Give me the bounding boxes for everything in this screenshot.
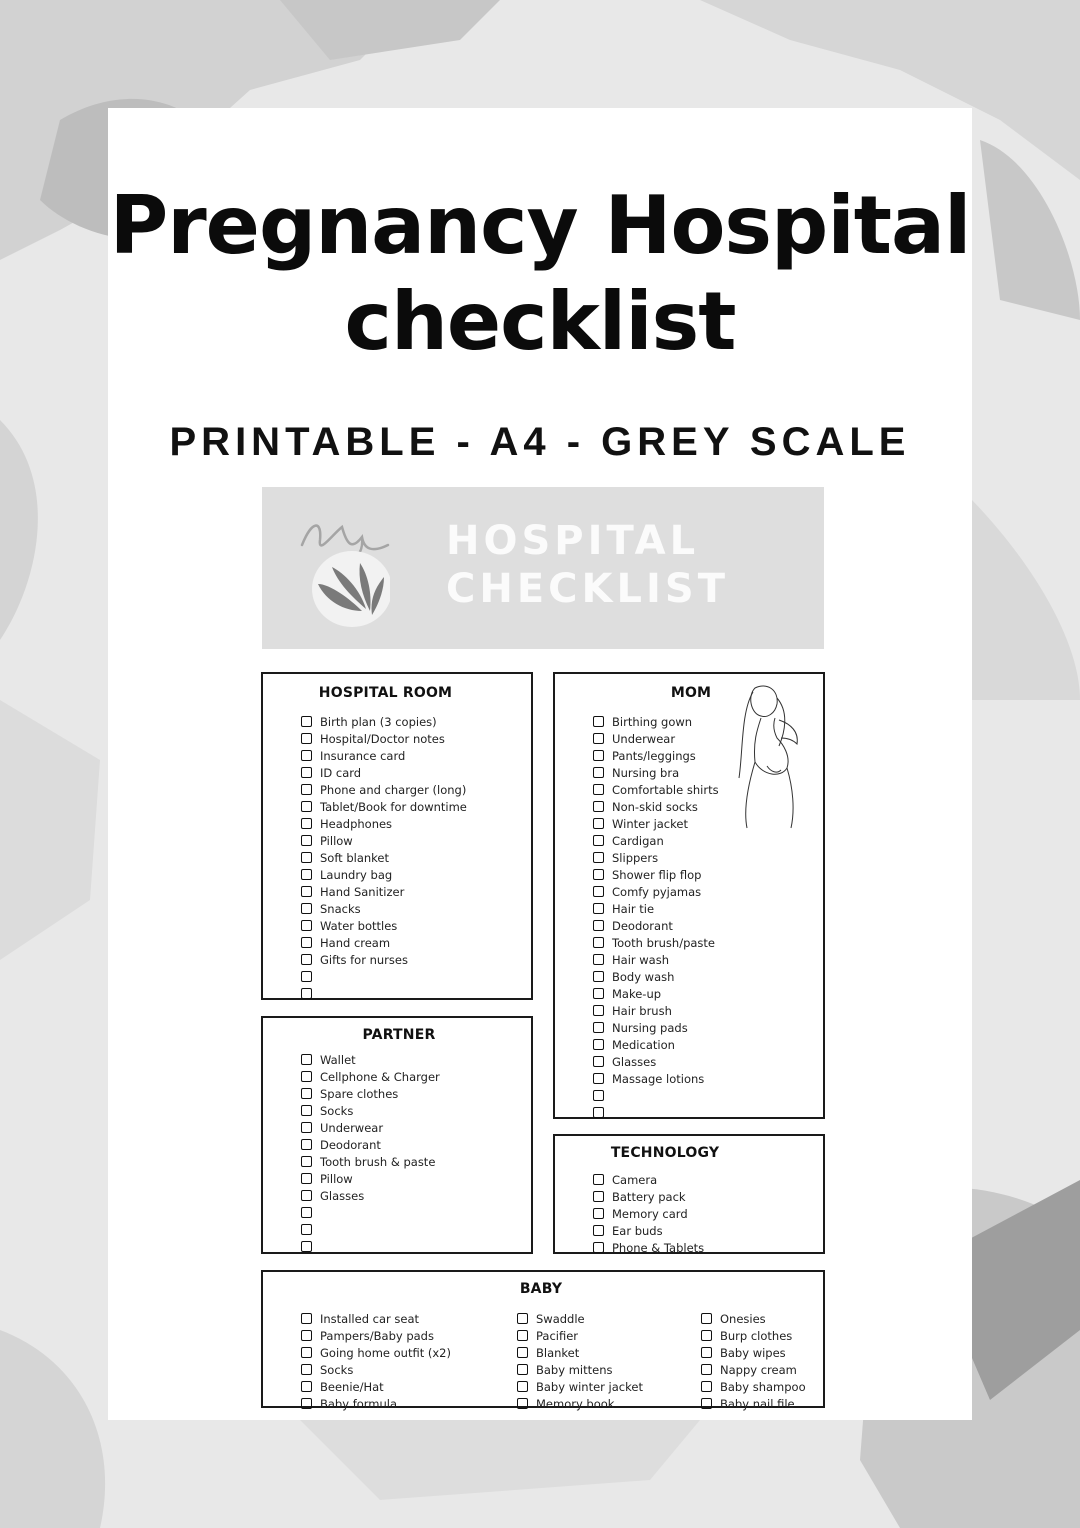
section-title: HOSPITAL ROOM (318, 685, 453, 701)
checkbox[interactable] (593, 1022, 604, 1033)
checkbox[interactable] (301, 886, 312, 897)
checklist-item[interactable] (301, 730, 467, 747)
checklist-item-label: Wallet (320, 1052, 356, 1067)
checklist-item[interactable] (593, 1104, 719, 1121)
banner-line-2: CHECKLIST (446, 566, 729, 612)
checkbox[interactable] (593, 1056, 604, 1067)
section-baby (261, 1270, 825, 1411)
checklist-item-label: Soft blanket (320, 850, 390, 865)
checkbox[interactable] (593, 767, 604, 778)
checkbox[interactable] (593, 1005, 604, 1016)
checklist-item[interactable] (593, 1002, 719, 1019)
checkbox[interactable] (593, 801, 604, 812)
banner-line-1: HOSPITAL (446, 518, 700, 564)
checkbox[interactable] (301, 1381, 312, 1392)
checklist-item-label: Glasses (320, 1188, 365, 1203)
checklist-item[interactable] (301, 900, 467, 917)
checkbox[interactable] (301, 1122, 312, 1133)
checklist-item[interactable] (701, 1310, 806, 1327)
checklist-item[interactable] (301, 1119, 440, 1136)
checklist-item-label: Cardigan (612, 833, 664, 848)
checklist-item-label: Memory book (536, 1396, 615, 1411)
checklist-item-label: Snacks (320, 901, 361, 916)
checklist-item[interactable] (593, 917, 719, 934)
checklist-item-label: ID card (320, 765, 362, 780)
checklist-item[interactable] (593, 849, 719, 866)
checklist-item-label: Going home outfit (x2) (320, 1345, 451, 1360)
checkbox[interactable] (301, 1190, 312, 1201)
checklist-item[interactable] (301, 1136, 440, 1153)
checklist-item-label: Pampers/Baby pads (320, 1328, 434, 1343)
title-line-2: checklist (344, 275, 736, 368)
checklist-item[interactable] (301, 1102, 440, 1119)
checklist-item[interactable] (593, 968, 719, 985)
checkbox[interactable] (301, 1207, 312, 1218)
checklist-item[interactable] (301, 1344, 451, 1361)
checklist-item[interactable] (701, 1378, 806, 1395)
checklist-item-label: Phone & Tablets (612, 1240, 705, 1255)
checklist-item[interactable] (301, 1395, 451, 1412)
checkbox[interactable] (701, 1381, 712, 1392)
checklist-item-label: Pants/leggings (612, 748, 696, 763)
checklist-item[interactable] (593, 730, 719, 747)
checkbox[interactable] (593, 869, 604, 880)
checkbox[interactable] (701, 1364, 712, 1375)
checklist-item[interactable] (301, 1361, 451, 1378)
checklist-item-label: Massage lotions (612, 1071, 705, 1086)
checkbox[interactable] (301, 1139, 312, 1150)
checklist-item-label: Make-up (612, 986, 662, 1001)
checkbox[interactable] (301, 954, 312, 965)
checklist-item[interactable] (593, 798, 719, 815)
checklist-item-label: Tooth brush/paste (612, 935, 715, 950)
checklist-item-label: Hair tie (612, 901, 655, 916)
section-title: TECHNOLOGY (610, 1145, 720, 1161)
checklist-item-label: Hair brush (612, 1003, 672, 1018)
partner-list (301, 1051, 440, 1255)
checkbox[interactable] (593, 1174, 604, 1185)
checklist-item-label: Baby winter jacket (536, 1379, 643, 1394)
checklist-item-label: Hand cream (320, 935, 391, 950)
checklist-item-label: Glasses (612, 1054, 657, 1069)
checklist-item[interactable] (517, 1344, 643, 1361)
checklist-item[interactable] (301, 849, 467, 866)
checklist-item-label: Birth plan (3 copies) (320, 714, 437, 729)
checkbox[interactable] (593, 954, 604, 965)
checklist-item[interactable] (301, 1221, 440, 1238)
section-hospital-room (261, 672, 533, 1000)
checklist-item[interactable] (301, 713, 467, 730)
checklist-item-label: Nursing bra (612, 765, 680, 780)
checklist-item-label: Comfortable shirts (612, 782, 719, 797)
checklist-item[interactable] (701, 1361, 806, 1378)
checkbox[interactable] (301, 988, 312, 999)
checklist-item-label: Phone and charger (long) (320, 782, 467, 797)
checklist-item[interactable] (593, 1036, 719, 1053)
checkbox[interactable] (301, 784, 312, 795)
checklist-item[interactable] (593, 985, 719, 1002)
pregnant-woman-illustration (733, 682, 803, 832)
checklist-item[interactable] (301, 951, 467, 968)
checkbox[interactable] (301, 716, 312, 727)
checklist-item[interactable] (301, 883, 467, 900)
checkbox[interactable] (301, 852, 312, 863)
checklist-item[interactable] (301, 1204, 440, 1221)
checkbox[interactable] (301, 1224, 312, 1235)
checklist-item[interactable] (701, 1327, 806, 1344)
checklist-item-label: Socks (320, 1103, 354, 1118)
checklist-item[interactable] (593, 1222, 704, 1239)
checklist-item-label: Baby formula (320, 1396, 398, 1411)
checkbox[interactable] (593, 920, 604, 931)
checklist-item-label: Baby nail file (720, 1396, 795, 1411)
checklist-item[interactable] (593, 815, 719, 832)
checklist-item[interactable] (593, 1188, 704, 1205)
checkbox[interactable] (593, 1208, 604, 1219)
checkbox[interactable] (301, 1105, 312, 1116)
checklist-item-label: Baby shampoo (720, 1379, 806, 1394)
checkbox[interactable] (301, 750, 312, 761)
checkbox[interactable] (301, 1156, 312, 1167)
checklist-item-label: Tooth brush & paste (320, 1154, 436, 1169)
checkbox[interactable] (301, 1173, 312, 1184)
checkbox[interactable] (593, 903, 604, 914)
checklist-item[interactable] (593, 934, 719, 951)
checklist-item-label: Underwear (320, 1120, 384, 1135)
checkbox[interactable] (593, 733, 604, 744)
checkbox[interactable] (517, 1381, 528, 1392)
checklist-item[interactable] (593, 866, 719, 883)
checkbox[interactable] (517, 1313, 528, 1324)
checklist-item[interactable] (301, 781, 467, 798)
checklist-item[interactable] (301, 1170, 440, 1187)
checkbox[interactable] (593, 1090, 604, 1101)
checklist-item-label: Hand Sanitizer (320, 884, 405, 899)
checklist-item-label: Burp clothes (720, 1328, 793, 1343)
page-title (108, 178, 972, 370)
checklist-item-label: Blanket (536, 1345, 580, 1360)
checkbox[interactable] (301, 937, 312, 948)
checklist-item-label: Nursing pads (612, 1020, 688, 1035)
checkbox[interactable] (593, 852, 604, 863)
checklist-item[interactable] (593, 832, 719, 849)
checklist-item[interactable] (301, 747, 467, 764)
checkbox[interactable] (701, 1330, 712, 1341)
section-title: BABY (519, 1281, 563, 1297)
checkbox[interactable] (593, 818, 604, 829)
checklist-item[interactable] (517, 1327, 643, 1344)
checkbox[interactable] (301, 733, 312, 744)
checklist-item[interactable] (593, 883, 719, 900)
checklist-item[interactable] (301, 1153, 440, 1170)
checkbox[interactable] (301, 1364, 312, 1375)
checklist-item[interactable] (701, 1344, 806, 1361)
checklist-item[interactable] (593, 1019, 719, 1036)
technology-list (593, 1171, 704, 1256)
checkbox[interactable] (593, 716, 604, 727)
checkbox[interactable] (301, 903, 312, 914)
checkbox[interactable] (301, 767, 312, 778)
checklist-item[interactable] (593, 951, 719, 968)
checklist-item-label: Pillow (320, 833, 353, 848)
checklist-item-label: Deodorant (320, 1137, 381, 1152)
section-title: MOM (670, 685, 712, 701)
checklist-item-label: Deodorant (612, 918, 673, 933)
section-partner (261, 1016, 533, 1254)
checklist-item-label: Nappy cream (720, 1362, 797, 1377)
checklist-item-label: Memory card (612, 1206, 688, 1221)
checkbox[interactable] (301, 801, 312, 812)
checklist-item-label: Battery pack (612, 1189, 686, 1204)
checklist-item[interactable] (517, 1378, 643, 1395)
checkbox[interactable] (301, 1398, 312, 1409)
checkbox[interactable] (301, 1071, 312, 1082)
checklist-item[interactable] (301, 1085, 440, 1102)
checklist-item-label: Hair wash (612, 952, 670, 967)
checkbox[interactable] (593, 1242, 604, 1253)
checkbox[interactable] (593, 784, 604, 795)
checklist-item-label: Pillow (320, 1171, 353, 1186)
checklist-item[interactable] (301, 1051, 440, 1068)
checklist-item-label: Swaddle (536, 1311, 585, 1326)
checkbox[interactable] (517, 1330, 528, 1341)
checklist-item-label: Headphones (320, 816, 393, 831)
checklist-item-label: Laundry bag (320, 867, 393, 882)
checklist-item-label: Insurance card (320, 748, 406, 763)
checklist-item[interactable] (593, 900, 719, 917)
checkbox[interactable] (301, 1330, 312, 1341)
checklist-item-label: Comfy pyjamas (612, 884, 702, 899)
checkbox[interactable] (593, 1107, 604, 1118)
checklist-item[interactable] (301, 866, 467, 883)
checkbox[interactable] (593, 886, 604, 897)
checklist-item[interactable] (301, 1238, 440, 1255)
checkbox[interactable] (301, 971, 312, 982)
checkbox[interactable] (593, 1039, 604, 1050)
checklist-item[interactable] (301, 832, 467, 849)
checkbox[interactable] (301, 818, 312, 829)
checkbox[interactable] (593, 750, 604, 761)
checkbox[interactable] (301, 869, 312, 880)
checkbox[interactable] (517, 1347, 528, 1358)
checklist-item-label: Slippers (612, 850, 659, 865)
checklist-item[interactable] (301, 1378, 451, 1395)
checklist-item[interactable] (301, 815, 467, 832)
checklist-item[interactable] (301, 968, 467, 985)
checkbox[interactable] (593, 988, 604, 999)
checklist-item-label: Birthing gown (612, 714, 693, 729)
checklist-item[interactable] (593, 1087, 719, 1104)
checkbox[interactable] (301, 1054, 312, 1065)
checklist-item[interactable] (593, 1053, 719, 1070)
checklist-item[interactable] (517, 1361, 643, 1378)
checkbox[interactable] (593, 971, 604, 982)
checkbox[interactable] (593, 1191, 604, 1202)
subtitle: PRINTABLE - A4 - GREY SCALE (169, 420, 911, 464)
checkbox[interactable] (301, 835, 312, 846)
checkbox[interactable] (301, 920, 312, 931)
checklist-item-label: Socks (320, 1362, 354, 1377)
checklist-item-label: Water bottles (320, 918, 398, 933)
checklist-item-label: Winter jacket (612, 816, 688, 831)
checklist-item[interactable] (593, 747, 719, 764)
checkbox[interactable] (593, 1225, 604, 1236)
checklist-item[interactable] (301, 917, 467, 934)
checklist-item-label: Spare clothes (320, 1086, 399, 1101)
baby-column-3 (701, 1310, 806, 1412)
checklist-item[interactable] (593, 781, 719, 798)
checklist-item-label: Body wash (612, 969, 675, 984)
checkbox[interactable] (593, 1073, 604, 1084)
section-mom (553, 672, 825, 1119)
checklist-item[interactable] (593, 1171, 704, 1188)
checklist-item-label: Tablet/Book for downtime (320, 799, 467, 814)
checkbox[interactable] (701, 1313, 712, 1324)
checklist-item[interactable] (301, 1327, 451, 1344)
checklist-item[interactable] (301, 985, 467, 1002)
banner-title (446, 517, 729, 613)
checklist-item-label: Ear buds (612, 1223, 663, 1238)
checklist-item[interactable] (593, 1239, 704, 1256)
section-title: PARTNER (362, 1027, 436, 1043)
checklist-item-label: Shower flip flop (612, 867, 702, 882)
checklist-item[interactable] (593, 1205, 704, 1222)
checklist-item-label: Camera (612, 1172, 658, 1187)
checklist-item-label: Non-skid socks (612, 799, 698, 814)
checklist-item[interactable] (301, 1187, 440, 1204)
checklist-item[interactable] (517, 1395, 643, 1412)
checklist-item-label: Cellphone & Charger (320, 1069, 440, 1084)
checklist-item[interactable] (593, 713, 719, 730)
checkbox[interactable] (301, 1313, 312, 1324)
checklist-item[interactable] (301, 934, 467, 951)
baby-column-1 (301, 1310, 451, 1412)
checklist-item[interactable] (517, 1310, 643, 1327)
checkbox[interactable] (593, 937, 604, 948)
checkbox[interactable] (517, 1398, 528, 1409)
checklist-item-label: Hospital/Doctor notes (320, 731, 445, 746)
checklist-item[interactable] (593, 1070, 719, 1087)
checklist-item[interactable] (593, 764, 719, 781)
checkbox[interactable] (517, 1364, 528, 1375)
baby-column-2 (517, 1310, 643, 1412)
checkbox[interactable] (593, 835, 604, 846)
checkbox[interactable] (301, 1347, 312, 1358)
checklist-item-label: Baby mittens (536, 1362, 613, 1377)
checkbox[interactable] (701, 1398, 712, 1409)
checklist-item-label: Medication (612, 1037, 675, 1052)
title-line-1: Pregnancy Hospital (109, 179, 971, 272)
checklist-item-label: Installed car seat (320, 1311, 420, 1326)
checklist-item[interactable] (301, 798, 467, 815)
checklist-item-label: Baby wipes (720, 1345, 786, 1360)
checkbox[interactable] (301, 1241, 312, 1252)
checklist-item-label: Pacifier (536, 1328, 579, 1343)
checklist-item[interactable] (301, 1068, 440, 1085)
checkbox[interactable] (301, 1088, 312, 1099)
checklist-item-label: Beenie/Hat (320, 1379, 384, 1394)
checklist-item-label: Gifts for nurses (320, 952, 408, 967)
checklist-item[interactable] (301, 1310, 451, 1327)
checklist-item-label: Onesies (720, 1311, 766, 1326)
hospital-checklist-banner (262, 487, 824, 649)
checklist-item-label: Underwear (612, 731, 676, 746)
leaf-icon (310, 549, 390, 639)
hospital-room-list (301, 713, 467, 1002)
checklist-item[interactable] (301, 764, 467, 781)
section-technology (553, 1134, 825, 1254)
checkbox[interactable] (701, 1347, 712, 1358)
checklist-item[interactable] (701, 1395, 806, 1412)
mom-list (593, 713, 719, 1121)
